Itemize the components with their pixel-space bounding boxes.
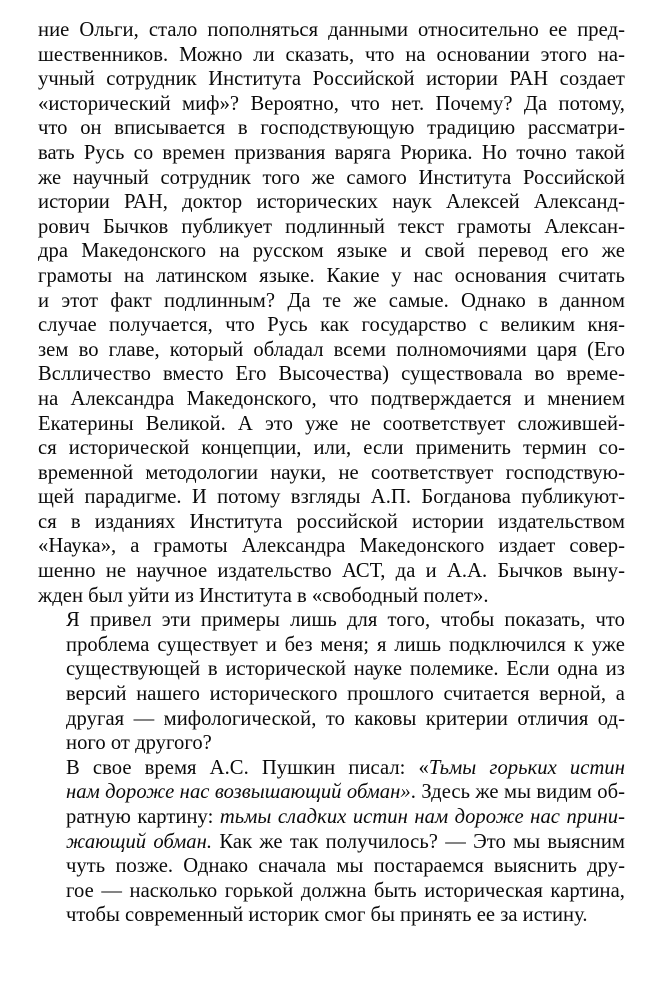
text-run: существующей в исторической науке полемике. Если одна из xyxy=(66,658,625,681)
text-line xyxy=(38,805,625,830)
text-run: Екатерины Великой. А это уже не соответствует сложившей- xyxy=(38,412,625,435)
text-run: В свое время А.С. Пушкин писал: « xyxy=(66,756,429,779)
text-line xyxy=(38,657,625,682)
text-run: учный сотрудник Института Российской истории РАН создает xyxy=(38,68,625,91)
text-line xyxy=(38,854,625,879)
text-run: другая — мифологической, то каковы критерии отличия од- xyxy=(66,707,625,730)
text-line xyxy=(38,879,625,904)
text-line xyxy=(38,707,625,732)
text-line xyxy=(38,510,625,535)
text-line xyxy=(38,43,625,68)
text-line xyxy=(38,780,625,805)
text-run: щей парадигме. И потому взгляды А.П. Богданова публикуют- xyxy=(38,486,625,509)
text-line xyxy=(38,190,625,215)
italic-run: жающий обман. xyxy=(66,830,213,853)
text-run: жден был уйти из Института в «свободный полет». xyxy=(38,584,489,607)
text-run: же научный сотрудник того же самого Института Российской xyxy=(38,166,625,189)
text-line xyxy=(38,731,625,756)
text-run: Вслличество вместо Его Высочества) существовала во време- xyxy=(38,363,625,386)
text-run: что он вписывается в господствующую традицию рассматри- xyxy=(38,117,625,140)
text-line xyxy=(38,756,625,781)
text-run: ся исторической концепции, или, если применить термин со- xyxy=(38,437,625,460)
italic-run: Тьмы горьких истин xyxy=(428,756,625,779)
text-run: зем во главе, который обладал всеми полномочиями царя (Его xyxy=(38,338,625,361)
text-line xyxy=(38,116,625,141)
text-run: на Александра Македонского, что подтверждается и мнением xyxy=(38,387,625,410)
text-line xyxy=(38,239,625,264)
text-run: вать Русь со времен призвания варяга Рюрика. Но точно такой xyxy=(38,141,625,164)
text-run: ратную картину: xyxy=(66,806,220,828)
text-run: Я привел эти примеры лишь для того, чтобы показать, что xyxy=(66,609,625,632)
page-body-text xyxy=(38,18,625,928)
text-line xyxy=(38,436,625,461)
text-line xyxy=(38,313,625,338)
text-line xyxy=(38,461,625,486)
text-line xyxy=(38,92,625,117)
text-run: временной методологии науки, не соответствует господствую- xyxy=(38,461,625,484)
text-run: Как же так получилось? — Это мы выясним xyxy=(212,830,625,853)
paragraph xyxy=(38,756,625,928)
text-run: версий нашего исторического прошлого считается верной, а xyxy=(66,683,625,706)
italic-run: тьмы сладких истин нам дороже нас прини- xyxy=(219,806,626,828)
text-line xyxy=(38,141,625,166)
text-line xyxy=(38,485,625,510)
text-line xyxy=(38,67,625,92)
text-run: дра Македонского на русском языке и свой перевод его же xyxy=(38,240,625,263)
text-run: проблема существует и без меня; я лишь подключился к уже xyxy=(66,633,625,656)
text-run: чтобы современный историк смог бы принять ее за истину. xyxy=(66,904,588,927)
text-line xyxy=(38,362,625,387)
italic-run: нам дороже нас возвышающий обман» xyxy=(66,781,411,804)
text-run: ние Ольги, стало пополняться данными относительно ее пред- xyxy=(38,19,625,41)
text-line xyxy=(38,387,625,412)
text-run: ного от другого? xyxy=(66,732,212,755)
text-run: грамоты на латинском языке. Какие у нас основания считать xyxy=(38,264,625,287)
text-line xyxy=(38,633,625,658)
text-run: шественников. Можно ли сказать, что на основании этого на- xyxy=(38,43,625,66)
text-line xyxy=(38,264,625,289)
text-line xyxy=(38,682,625,707)
text-line xyxy=(38,584,625,609)
text-run: случае получается, что Русь как государство с великим кня- xyxy=(38,314,625,337)
text-run: шенно не научное издательство АСТ, да и А.А. Бычков выну- xyxy=(38,560,625,583)
text-line xyxy=(38,830,625,855)
text-line xyxy=(38,412,625,437)
text-run: «исторический миф»? Вероятно, что нет. Почему? Да потому, xyxy=(38,92,625,115)
text-line xyxy=(38,338,625,363)
text-run: и этот факт подлинным? Да те же самые. Однако в данном xyxy=(38,289,625,312)
text-line xyxy=(38,903,625,928)
text-line xyxy=(38,215,625,240)
text-run: ся в изданиях Института российской истории издательством xyxy=(38,510,625,533)
text-run: рович Бычков публикует подлинный текст грамоты Алексан- xyxy=(38,215,625,238)
text-line xyxy=(38,608,625,633)
text-line xyxy=(38,289,625,314)
paragraph xyxy=(38,18,625,608)
text-run: истории РАН, доктор исторических наук Алексей Александ- xyxy=(38,191,625,214)
text-run: гое — насколько горькой должна быть историческая картина, xyxy=(66,879,625,902)
text-run: чуть позже. Однако сначала мы постараемся выяснить дру- xyxy=(66,855,625,878)
text-run: «Наука», а грамоты Александра Македонского издает совер- xyxy=(38,535,625,558)
text-line xyxy=(38,534,625,559)
text-run: . Здесь же мы видим об- xyxy=(410,781,626,804)
paragraph xyxy=(38,608,625,756)
text-line xyxy=(38,559,625,584)
text-line xyxy=(38,166,625,191)
text-line xyxy=(38,18,625,43)
